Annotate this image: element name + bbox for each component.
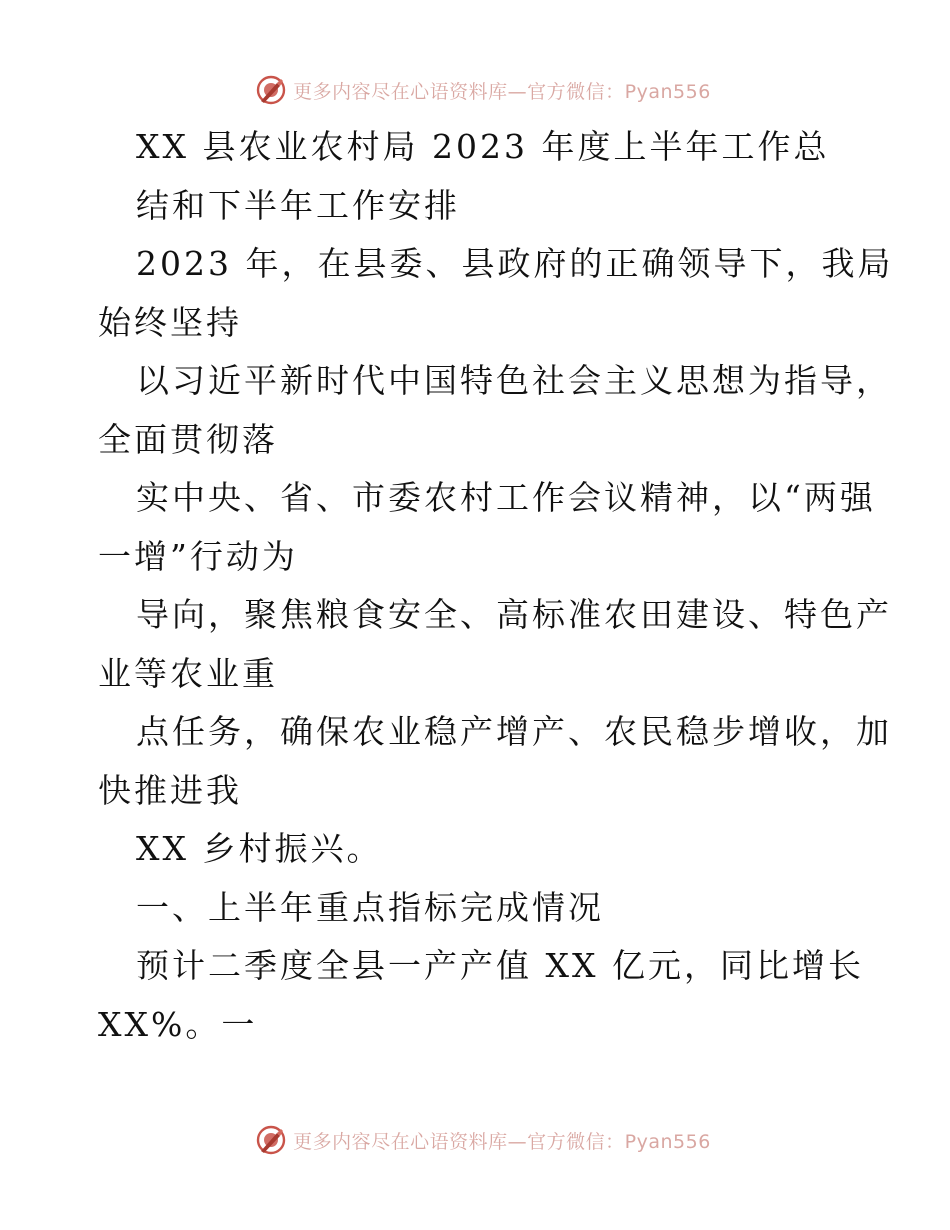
document-body	[98, 118, 894, 1054]
section-heading: 一、上半年重点指标完成情况	[136, 887, 604, 927]
title-line-1: XX 县农业农村局 2023 年度上半年工作总	[136, 127, 830, 166]
paragraph-line: XX%。一	[98, 1004, 258, 1044]
paragraph-line: 一增”行动为	[98, 536, 298, 576]
pen-logo-icon	[255, 1124, 287, 1156]
paragraph-line: 实中央、省、市委农村工作会议精神，以“两强	[136, 478, 876, 517]
paragraph-line: 以习近平新时代中国特色社会主义思想为指导，	[136, 361, 892, 400]
watermark-text: 更多内容尽在心语资料库—官方微信：Pyan556	[293, 1130, 711, 1153]
paragraph-line: 全面贯彻落	[98, 419, 278, 459]
paragraph-line: 点任务，确保农业稳产增产、农民稳步增收，加	[136, 712, 892, 751]
paragraph-line: 预计二季度全县一产产值 XX 亿元，同比增长	[136, 946, 864, 985]
paragraph-line: 导向，聚焦粮食安全、高标准农田建设、特色产	[136, 595, 892, 634]
paragraph-line: XX 乡村振兴。	[136, 829, 383, 868]
paragraph-line: 2023 年，在县委、县政府的正确领导下，我局	[136, 244, 894, 283]
footer-watermark-banner	[0, 1120, 950, 1160]
paragraph-line: 业等农业重	[98, 653, 278, 693]
title-line-2: 结和下半年工作安排	[136, 185, 460, 225]
paragraph-line: 快推进我	[98, 770, 242, 810]
pen-logo-icon	[255, 74, 287, 106]
paragraph-line: 始终坚持	[98, 302, 242, 342]
watermark-text: 更多内容尽在心语资料库—官方微信：Pyan556	[293, 80, 711, 103]
header-watermark-banner	[0, 70, 950, 110]
